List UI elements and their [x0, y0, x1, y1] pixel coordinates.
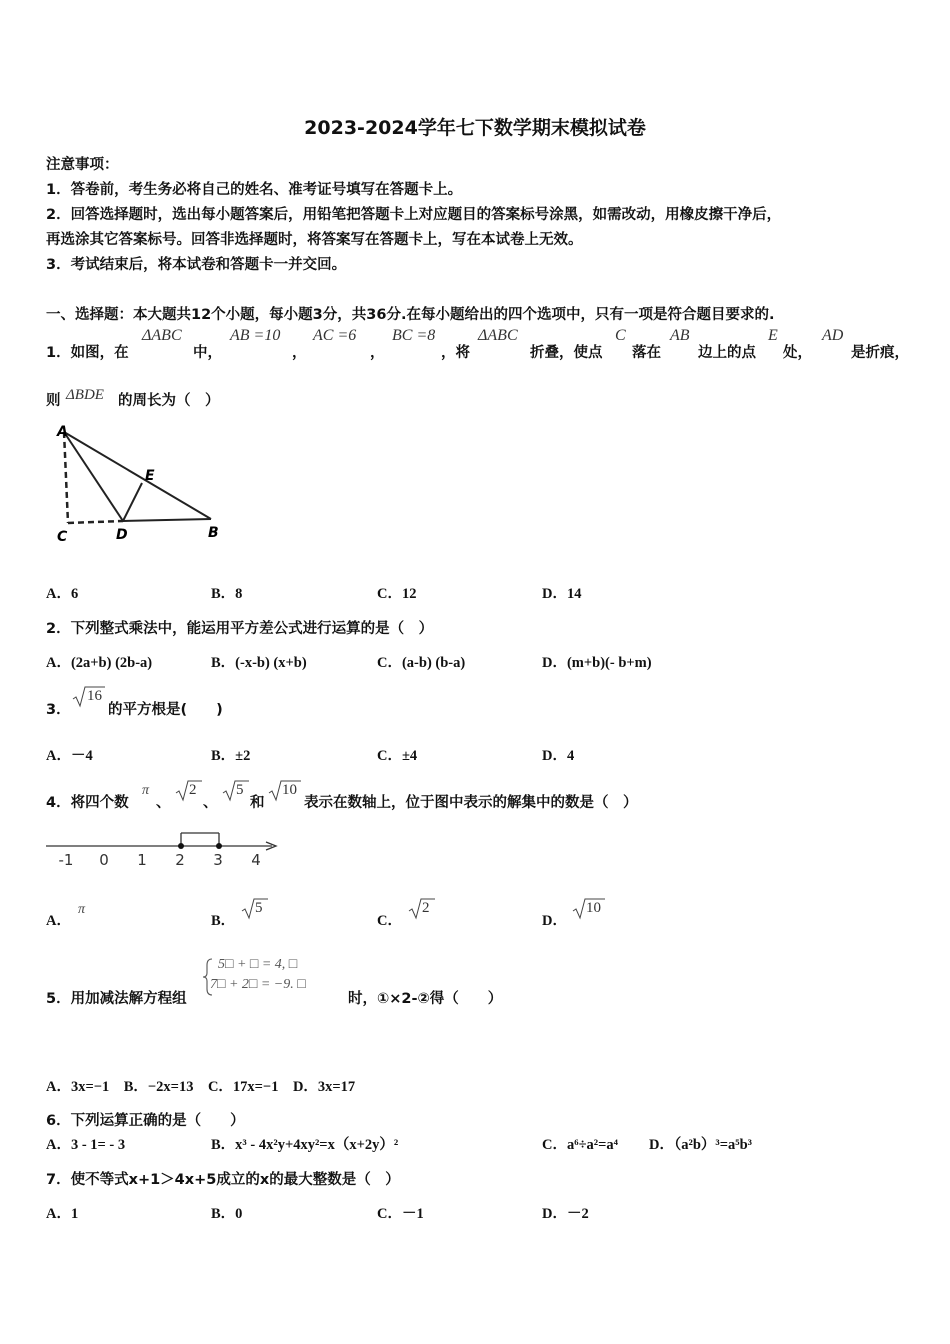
axis-label: 0 — [99, 851, 109, 869]
section-heading: 一、选择题：本大题共12个小题，每小题3分，共36分.在每小题给出的四个选项中，只有一项是符合题目要求的. — [46, 307, 775, 323]
q1-option-b: B．8 — [211, 586, 243, 602]
q4-option-b-radicand: 5 — [255, 900, 263, 916]
q1-fold-text: 折叠，使点 — [530, 345, 603, 361]
ab-edge — [64, 432, 211, 519]
q7-option-b: B．0 — [211, 1206, 243, 1222]
q4-option-b-letter: B． — [211, 913, 236, 929]
q5-prefix: 5．用加减法解方程组 — [46, 991, 187, 1007]
q4-he: 和 — [250, 795, 265, 811]
q4-sep-1: 、 — [156, 795, 171, 811]
q3-number: 3． — [46, 702, 71, 718]
q5-equation-1: 5□ + □ = 4, □ — [218, 957, 298, 972]
q1-ab-length: AB =10 — [230, 327, 281, 344]
q2-text: 2．下列整式乘法中，能运用平方差公式进行运算的是（ ） — [46, 621, 434, 637]
q3-option-a: A．－4 — [46, 748, 93, 764]
q4-option-c-letter: C． — [377, 913, 402, 929]
q1-line2-end: 的周长为（ ） — [118, 393, 220, 409]
label-d: D — [116, 527, 128, 543]
q6-option-b: B．x³ - 4x²y+4xy²=x（x+2y）² — [211, 1137, 399, 1153]
q1-point-e: E — [768, 327, 778, 344]
db-edge — [123, 519, 211, 521]
q1-jiang: ，将 — [441, 345, 470, 361]
page-title: 2023-2024学年七下数学期末模拟试卷 — [304, 117, 646, 139]
axis-label: 1 — [137, 851, 147, 869]
cd-dashed-edge — [68, 521, 123, 523]
q3-option-d: D．4 — [542, 748, 575, 764]
q4-option-a-letter: A． — [46, 913, 71, 929]
q3-radicand: 16 — [87, 688, 102, 704]
q1-triangle-abc-2: ΔABC — [478, 327, 518, 344]
q1-comma-1: ， — [292, 345, 307, 361]
q1-edge-text: 边上的点 — [698, 345, 756, 361]
q1-option-c: C．12 — [377, 586, 417, 602]
q7-text: 7．使不等式x+1＞4x+5成立的x的最大整数是（ ） — [46, 1172, 400, 1188]
q1-ac-length: AC =6 — [313, 327, 357, 344]
q7-option-c: C．－1 — [377, 1206, 424, 1222]
q6-text: 6．下列运算正确的是（ ） — [46, 1113, 245, 1129]
axis-label: -1 — [58, 851, 74, 869]
q4-sqrt5-radicand: 5 — [236, 782, 244, 798]
q5-suffix: 时，①×2-②得（ ） — [348, 991, 503, 1007]
de-edge — [123, 483, 142, 521]
axis-label: 4 — [251, 851, 261, 869]
endpoint-3 — [216, 843, 222, 849]
notice-item-1: 1．答卷前，考生务必将自己的姓名、准考证号填写在答题卡上。 — [46, 182, 463, 198]
q2-option-a: A．(2a+b) (2b-a) — [46, 655, 153, 671]
q2-option-c: C．(a-b) (b-a) — [377, 655, 466, 671]
q2-option-d: D．(m+b)(- b+m) — [542, 655, 652, 671]
q1-point-c: C — [615, 327, 626, 344]
q1-option-a: A．6 — [46, 586, 79, 602]
endpoint-2 — [178, 843, 184, 849]
ac-dashed-edge — [64, 432, 68, 523]
q1-option-d: D．14 — [542, 586, 582, 602]
notice-heading: 注意事项： — [46, 157, 119, 173]
label-c: C — [57, 529, 68, 545]
q3-option-b: B．±2 — [211, 748, 251, 764]
q1-triangle-bde: ΔBDE — [66, 387, 104, 403]
q4-suffix: 表示在数轴上，位于图中表示的解集中的数是（ ） — [304, 795, 638, 811]
q1-luo: 落在 — [632, 345, 661, 361]
q1-segment-ad: AD — [822, 327, 844, 344]
q1-triangle-figure — [48, 420, 228, 545]
axis-label: 2 — [175, 851, 185, 869]
q1-prefix: 1．如图，在 — [46, 345, 129, 361]
q3-option-c: C．±4 — [377, 748, 418, 764]
q4-prefix: 4．将四个数 — [46, 795, 129, 811]
q4-option-c-radicand: 2 — [422, 900, 430, 916]
q1-comma-2: ， — [370, 345, 385, 361]
q4-pi: π — [142, 783, 150, 798]
q4-sqrt10-radicand: 10 — [282, 782, 297, 798]
axis-tick-labels — [59, 851, 261, 869]
q6-option-a: A．3 - 1= - 3 — [46, 1137, 126, 1153]
q4-option-d-radicand: 10 — [586, 900, 601, 916]
q4-option-d-letter: D． — [542, 913, 567, 929]
label-a: A — [57, 424, 68, 440]
ad-crease — [64, 432, 123, 521]
notice-item-2-line-2: 再选涂其它答案标号。回答非选择题时，将答案写在答题卡上，写在本试卷上无效。 — [46, 232, 583, 248]
q1-line2-start: 则 — [46, 393, 61, 409]
q2-option-b: B．(-x-b) (x+b) — [211, 655, 307, 671]
label-b: B — [208, 525, 219, 541]
q1-bc-length: BC =8 — [392, 327, 436, 344]
q7-option-d: D．－2 — [542, 1206, 589, 1222]
q5-equation-2: 7□ + 2□ = −9. □ — [210, 977, 306, 992]
label-e: E — [145, 468, 155, 484]
notice-item-3: 3．考试结束后，将本试卷和答题卡一并交回。 — [46, 257, 347, 273]
q4-sqrt2-radicand: 2 — [189, 782, 197, 798]
q4-number-line — [44, 825, 284, 870]
q1-crease-text: 是折痕， — [851, 345, 909, 361]
q1-chu: 处， — [783, 345, 812, 361]
q6-option-c: C．a⁶÷a²=a⁴ — [542, 1137, 618, 1153]
q1-triangle-abc: ΔABC — [142, 327, 182, 344]
q3-text: 的平方根是( ) — [108, 702, 223, 718]
axis-label: 3 — [213, 851, 223, 869]
q6-option-d: D．（a²b）³=a⁵b³ — [649, 1137, 753, 1153]
q7-option-a: A．1 — [46, 1206, 79, 1222]
q1-zhong: 中， — [193, 345, 222, 361]
q4-sep-2: 、 — [203, 795, 218, 811]
q5-options: A．3x=−1 B．−2x=13 C．17x=−1 D．3x=17 — [46, 1079, 356, 1095]
notice-item-2-line-1: 2．回答选择题时，选出每小题答案后，用铅笔把答题卡上对应题目的答案标号涂黑，如需改动，用橡皮擦干净后， — [46, 207, 782, 223]
q1-segment-ab: AB — [670, 327, 690, 344]
q4-option-a-pi: π — [78, 902, 86, 917]
